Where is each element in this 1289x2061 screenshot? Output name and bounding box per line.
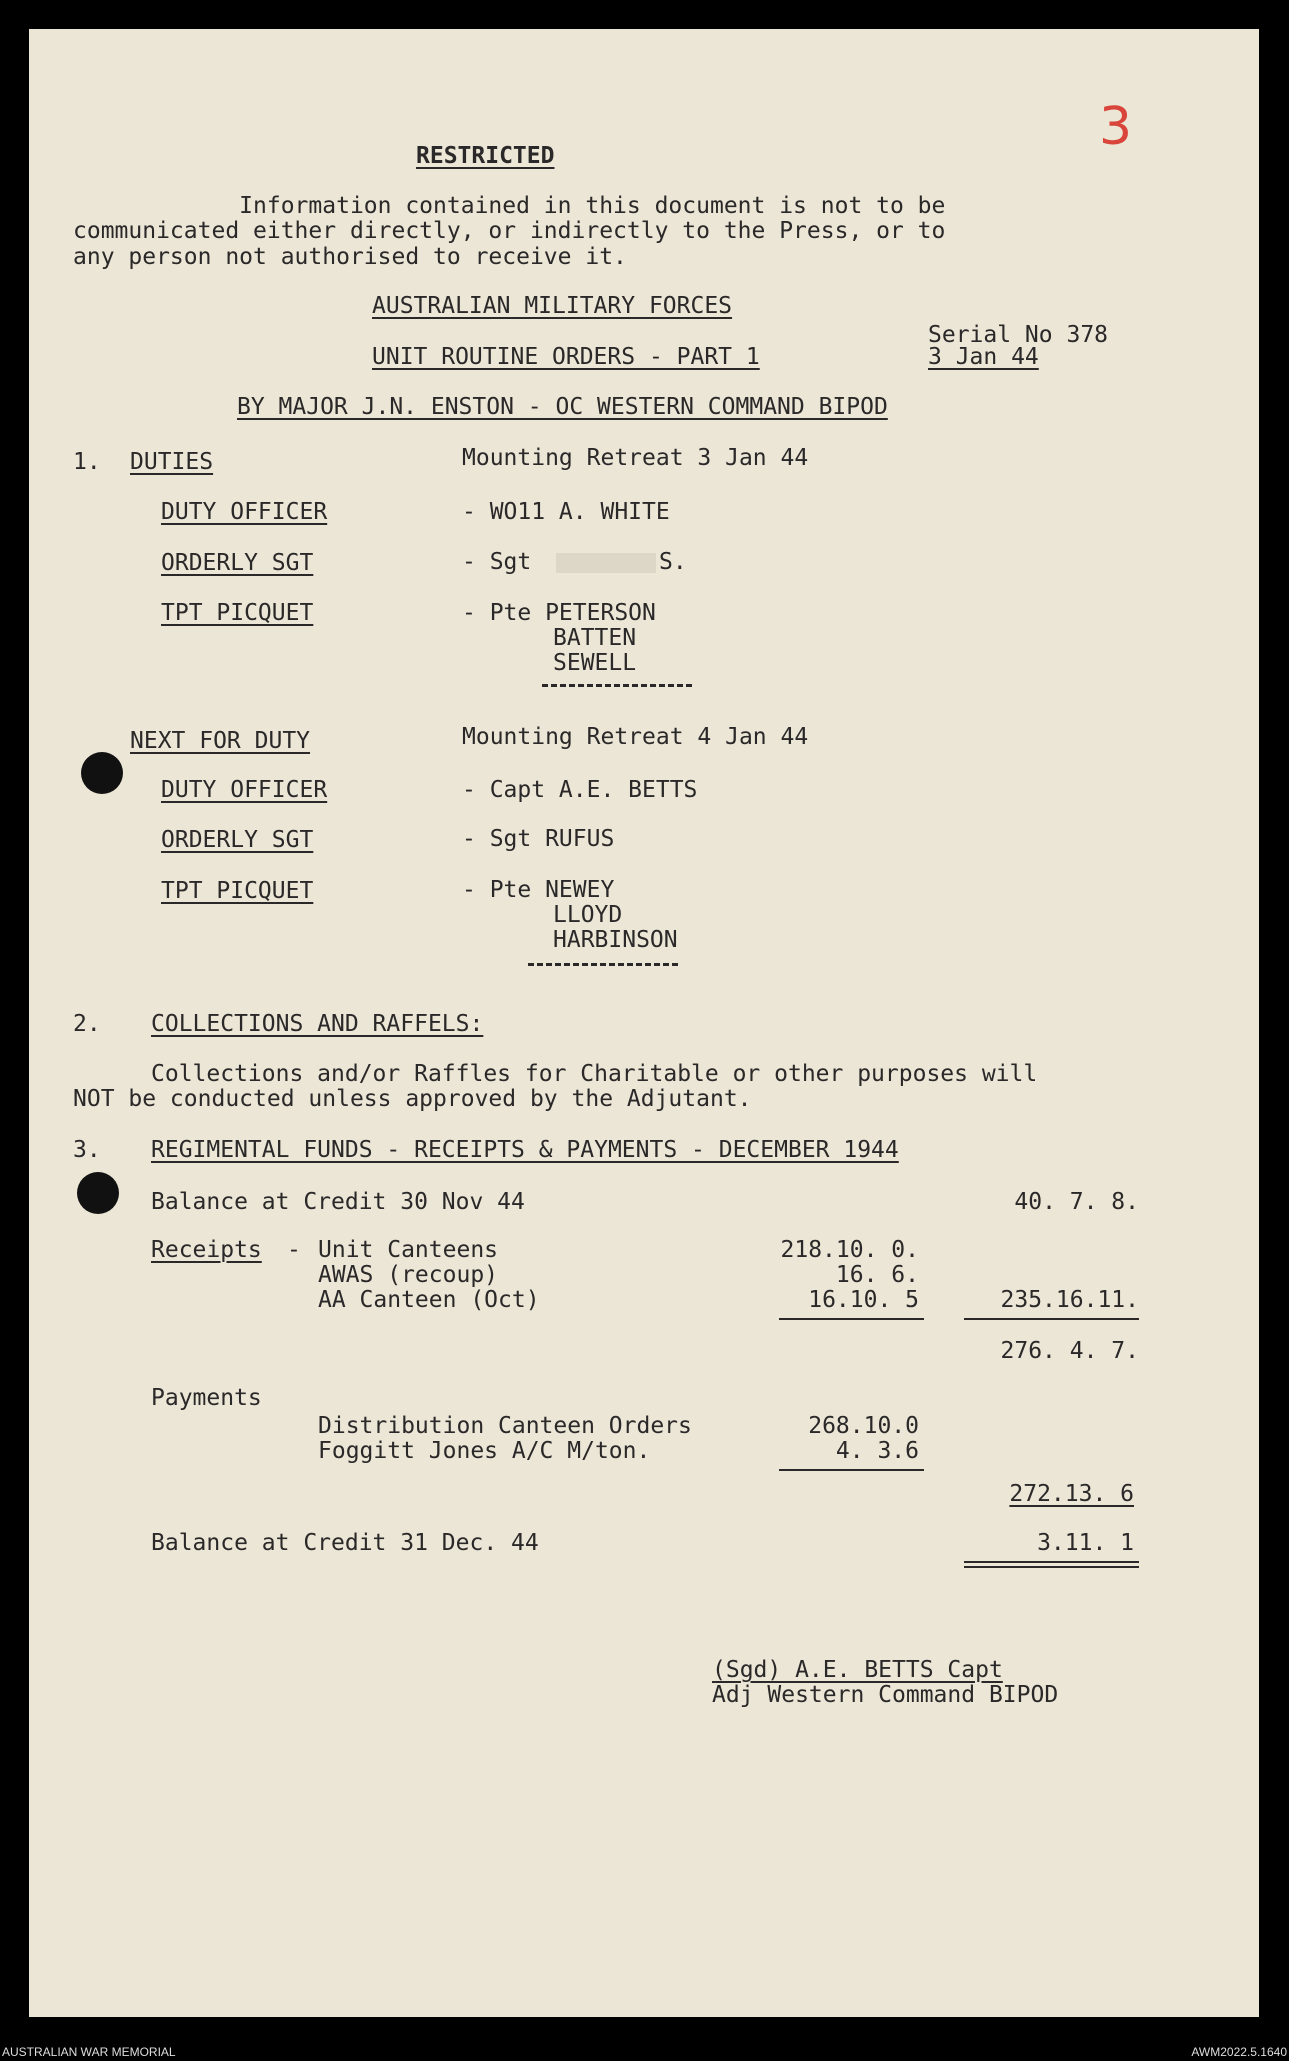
tpt-picquet-label: TPT PICQUET xyxy=(161,600,314,626)
payments-label: Payments xyxy=(151,1385,262,1411)
closing-balance-label: Balance at Credit 31 Dec. 44 xyxy=(151,1530,539,1556)
orderly-sgt-label: ORDERLY SGT xyxy=(161,550,314,576)
orderly-sgt-value: - Sgt xyxy=(462,549,532,575)
footer-archive-id: AWM2022.5.1640 xyxy=(1191,2045,1287,2059)
notice-line-2: communicated either directly, or indirectly to the Press, or to xyxy=(73,218,946,244)
receipt-amount-2: 16. 6. xyxy=(835,1262,919,1288)
next-tpt-picquet-name-3: HARBINSON xyxy=(553,927,678,953)
document-date: 3 Jan 44 xyxy=(928,344,1039,370)
receipt-amount-1: 218.10. 0. xyxy=(780,1237,919,1263)
classification: RESTRICTED xyxy=(416,143,555,169)
next-duty-officer-value: - Capt A.E. BETTS xyxy=(462,777,698,803)
serial-number: Serial No 378 xyxy=(928,322,1109,348)
payments-rule xyxy=(779,1469,924,1471)
organisation-heading: AUSTRALIAN MILITARY FORCES xyxy=(372,293,733,319)
receipt-item-3: AA Canteen (Oct) xyxy=(318,1287,540,1313)
section-2-number: 2. xyxy=(73,1011,101,1037)
next-tpt-picquet-label: TPT PICQUET xyxy=(161,878,314,904)
document-page xyxy=(29,29,1259,2017)
payments-total: 272.13. 6 xyxy=(1009,1481,1134,1507)
divider xyxy=(528,963,678,966)
next-duty-mounting: Mounting Retreat 4 Jan 44 xyxy=(462,724,809,750)
tpt-picquet-name-3: SEWELL xyxy=(553,650,637,676)
tpt-picquet-value: - Pte PETERSON xyxy=(462,600,656,626)
section-3-number: 3. xyxy=(73,1137,101,1163)
duty-officer-label: DUTY OFFICER xyxy=(161,499,328,525)
next-duty-officer-label: DUTY OFFICER xyxy=(161,777,328,803)
opening-balance-label: Balance at Credit 30 Nov 44 xyxy=(151,1189,525,1215)
duties-heading: DUTIES xyxy=(130,449,214,475)
subtotal: 276. 4. 7. xyxy=(1000,1338,1139,1364)
payment-item-2: Foggitt Jones A/C M/ton. xyxy=(318,1438,651,1464)
redacted-name xyxy=(556,553,656,573)
punch-hole xyxy=(77,1172,119,1214)
receipt-item-1: Unit Canteens xyxy=(318,1237,499,1263)
collections-line-2: NOT be conducted unless approved by the Adjutant. xyxy=(73,1086,752,1112)
next-orderly-sgt-label: ORDERLY SGT xyxy=(161,827,314,853)
receipts-total-rule xyxy=(964,1318,1139,1320)
payment-amount-1: 268.10.0 xyxy=(808,1413,919,1439)
tpt-picquet-name-2: BATTEN xyxy=(553,625,637,651)
payment-amount-2: 4. 3.6 xyxy=(835,1438,919,1464)
receipt-amount-3: 16.10. 5 xyxy=(808,1287,919,1313)
closing-double-rule xyxy=(964,1566,1139,1568)
notice-line-3: any person not authorised to receive it. xyxy=(73,244,627,270)
by-line: BY MAJOR J.N. ENSTON - OC WESTERN COMMAND BIPOD xyxy=(237,394,888,420)
notice-line-1: Information contained in this document is not to be xyxy=(73,193,946,219)
signature-line-1: (Sgd) A.E. BETTS Capt xyxy=(712,1657,1003,1683)
divider xyxy=(542,684,692,687)
next-tpt-picquet-name-2: LLOYD xyxy=(553,902,623,928)
document-title: UNIT ROUTINE ORDERS - PART 1 xyxy=(372,344,760,370)
orderly-sgt-suffix: S. xyxy=(659,549,687,575)
opening-balance-value: 40. 7. 8. xyxy=(1014,1189,1139,1215)
signature-line-2: Adj Western Command BIPOD xyxy=(712,1682,1059,1708)
payment-item-1: Distribution Canteen Orders xyxy=(318,1413,692,1439)
closing-balance-value: 3.11. 1 xyxy=(1037,1530,1134,1556)
collections-heading: COLLECTIONS AND RAFFELS: xyxy=(151,1011,484,1037)
footer-archive-name: AUSTRALIAN WAR MEMORIAL xyxy=(2,2045,176,2059)
next-duty-heading: NEXT FOR DUTY xyxy=(130,728,311,754)
duty-officer-value: - WO11 A. WHITE xyxy=(462,499,670,525)
funds-heading: REGIMENTAL FUNDS - RECEIPTS & PAYMENTS - DECEMBER 1944 xyxy=(151,1137,899,1163)
receipts-total: 235.16.11. xyxy=(1000,1287,1139,1313)
page-number: 3 xyxy=(1099,97,1133,157)
section-1-number: 1. xyxy=(73,449,101,475)
punch-hole xyxy=(81,752,123,794)
next-orderly-sgt-value: - Sgt RUFUS xyxy=(462,826,615,852)
receipts-label: Receipts xyxy=(151,1237,262,1263)
collections-line-1: Collections and/or Raffles for Charitable or other purposes will xyxy=(151,1061,1038,1087)
receipt-item-2: AWAS (recoup) xyxy=(318,1262,499,1288)
receipts-dash: - xyxy=(287,1237,301,1263)
receipts-rule xyxy=(779,1318,924,1320)
duties-mounting: Mounting Retreat 3 Jan 44 xyxy=(462,445,809,471)
next-tpt-picquet-value: - Pte NEWEY xyxy=(462,877,615,903)
closing-rule xyxy=(964,1561,1139,1563)
